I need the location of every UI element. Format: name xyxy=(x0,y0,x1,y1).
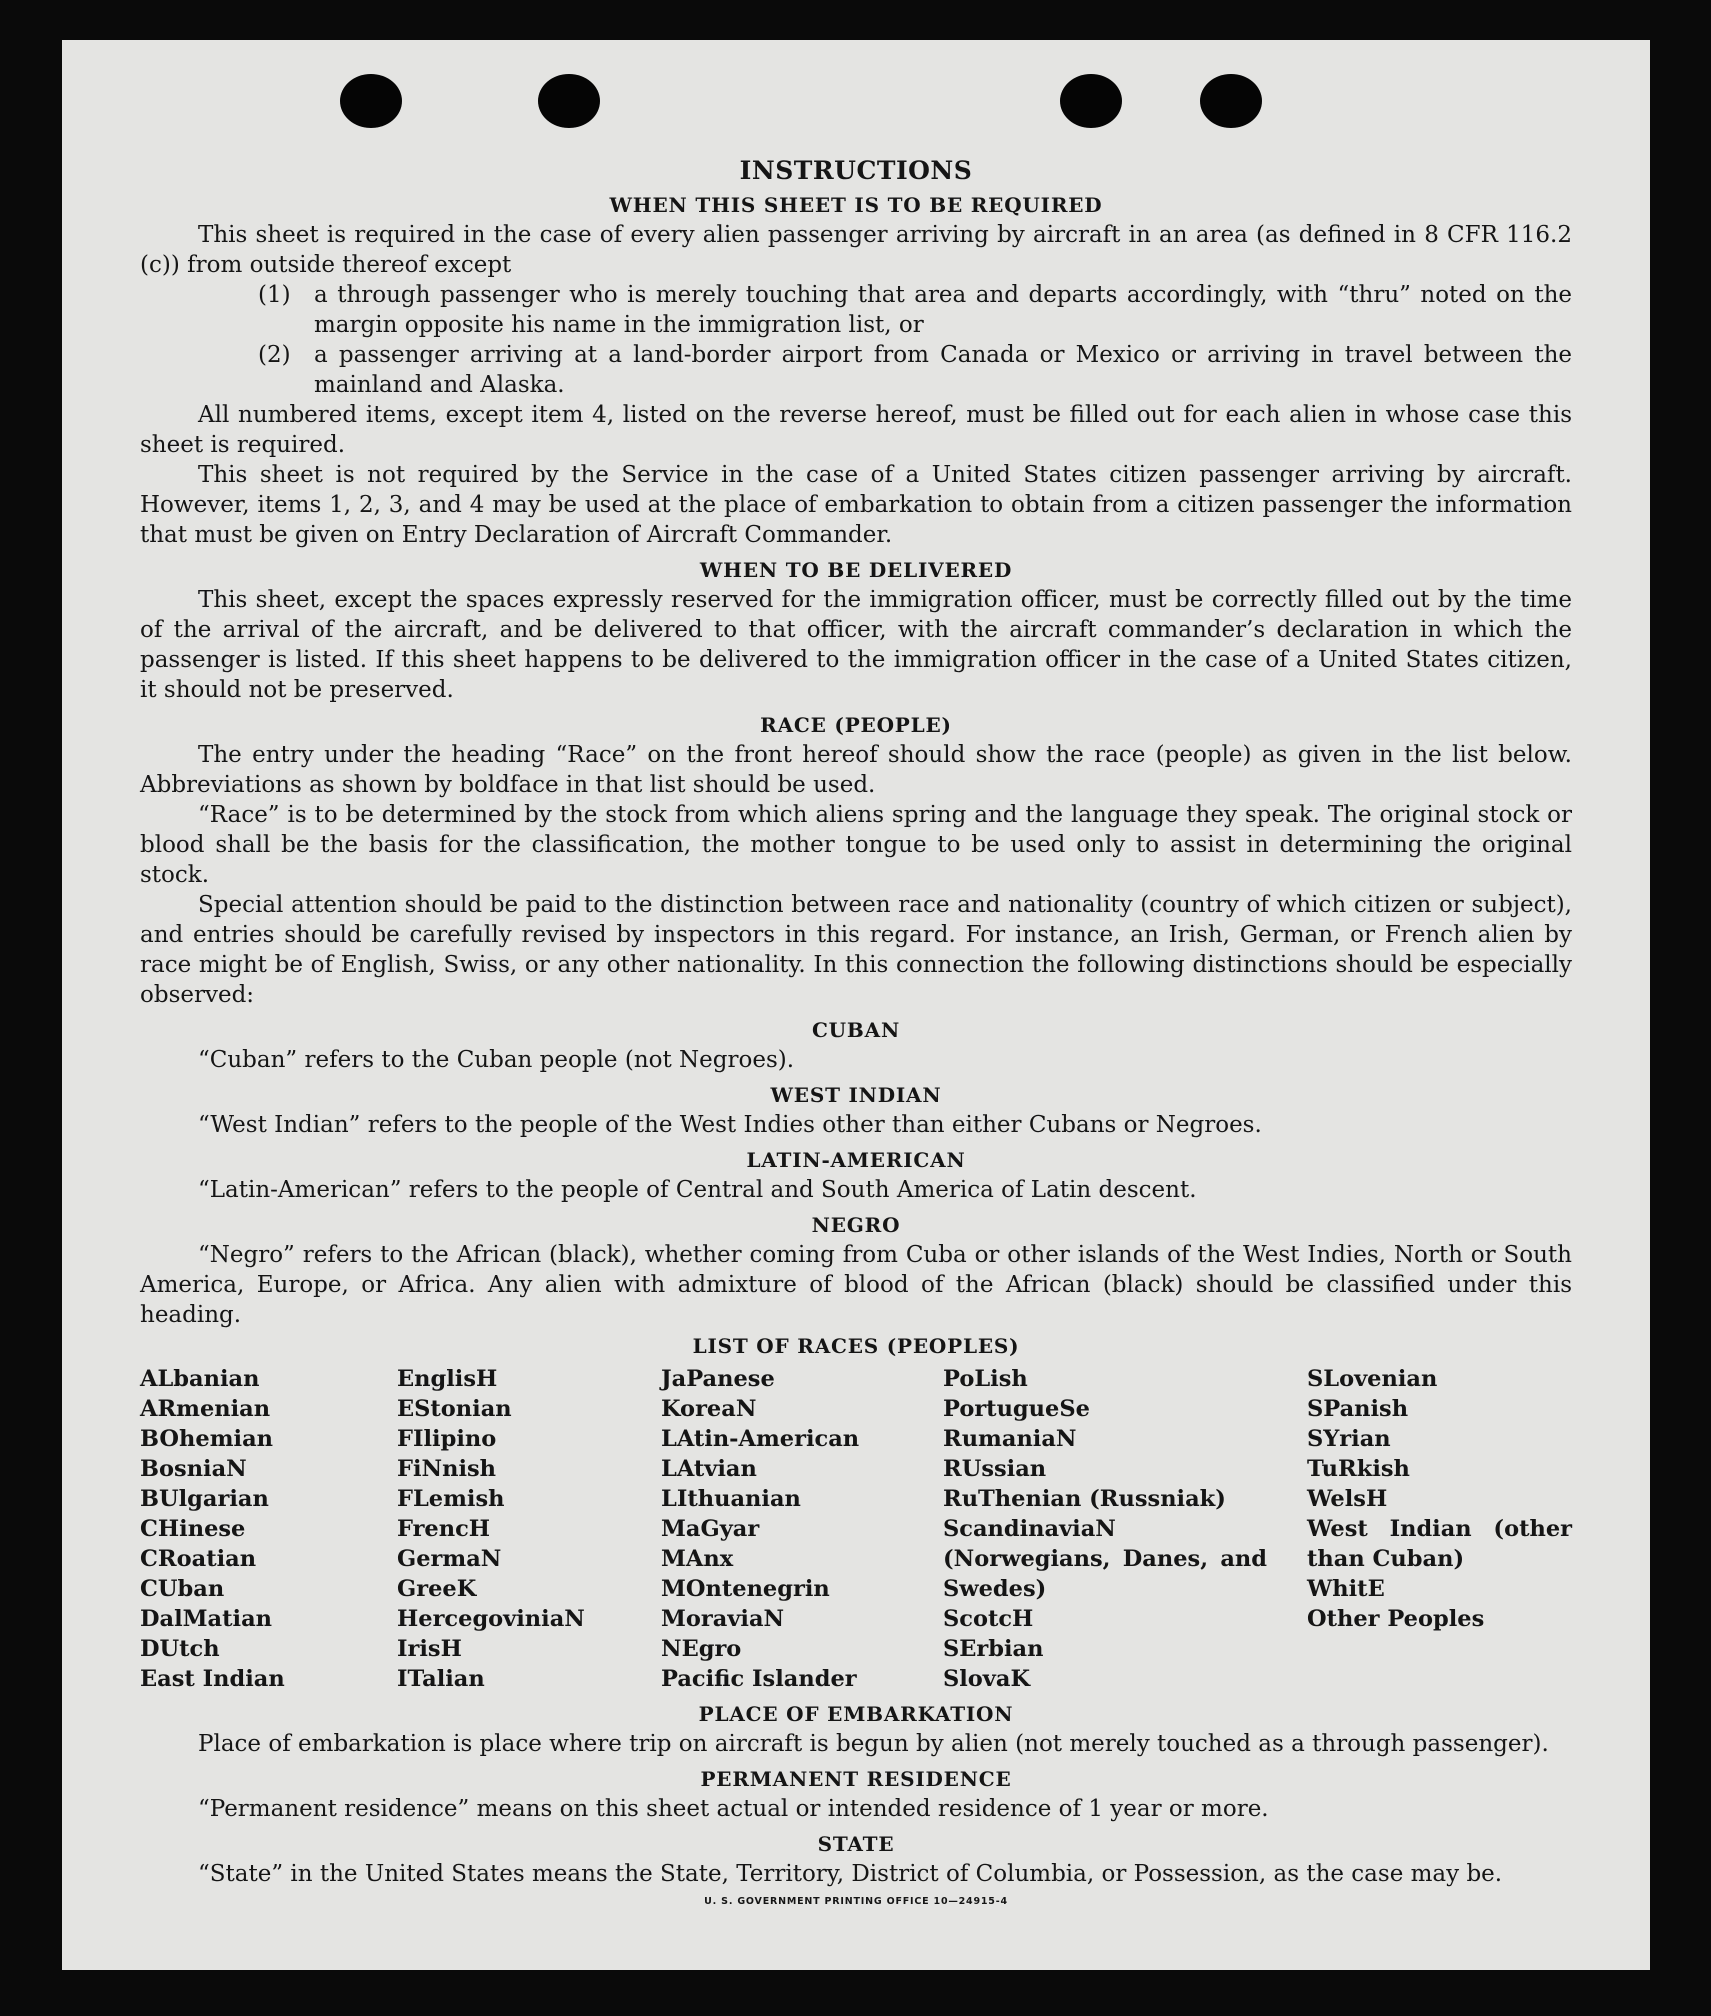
race-entry: SLovenian xyxy=(1307,1366,1438,1392)
paragraph: “Latin-American” refers to the people of Central and South America of Latin descent. xyxy=(198,1177,1197,1203)
section-heading: STATE xyxy=(817,1832,895,1856)
section-heading: PERMANENT RESIDENCE xyxy=(700,1767,1012,1791)
race-entry: FIlipino xyxy=(397,1426,497,1452)
race-entry: BOhemian xyxy=(140,1426,274,1452)
race-entry: EnglisH xyxy=(397,1366,498,1392)
race-entry: PortugueSe xyxy=(943,1396,1090,1422)
section-heading: PLACE OF EMBARKATION xyxy=(698,1702,1014,1726)
race-column xyxy=(1307,1364,1572,1694)
race-entry: WelsH xyxy=(1307,1486,1388,1512)
race-entry: GermaN xyxy=(397,1546,502,1572)
race-entry: DalMatian xyxy=(140,1606,273,1632)
document-title: INSTRUCTIONS xyxy=(739,156,973,185)
race-entry: LAtin-American xyxy=(661,1426,860,1452)
paragraph: Place of embarkation is place where trip on aircraft is begun by alien (not merely touched as a through passenger). xyxy=(198,1731,1549,1757)
race-column xyxy=(661,1364,943,1694)
race-entry: SlovaK xyxy=(943,1666,1031,1692)
paragraph: “West Indian” refers to the people of the West Indies other than either Cubans or Negroes. xyxy=(198,1112,1262,1138)
paragraph: “Negro” refers to the African (black), whether coming from Cuba or other islands of the West Indies, North or South America, Europe, or Africa. Any alien with admixture of blood of the African (black) should be classified under this heading. xyxy=(140,1242,1572,1328)
race-entry: Other Peoples xyxy=(1307,1606,1485,1632)
section-heading: WEST INDIAN xyxy=(770,1083,942,1107)
paragraph: This sheet is not required by the Service in the case of a United States citizen passenger arriving by aircraft. However, items 1, 2, 3, and 4 may be used at the place of embarkation to obtain from a citizen passenger the information that must be given on Entry Declaration of Aircraft Commander. xyxy=(140,462,1572,548)
race-entry: TuRkish xyxy=(1307,1456,1410,1482)
item-number: (1) xyxy=(258,282,291,308)
race-entry: HercegoviniaN xyxy=(397,1606,585,1632)
paragraph: All numbered items, except item 4, listed on the reverse hereof, must be filled out for each alien in whose case this sheet is required. xyxy=(140,402,1572,458)
race-entry: FrencH xyxy=(397,1516,491,1542)
race-entry: BosniaN xyxy=(140,1456,247,1482)
section-heading: WHEN THIS SHEET IS TO BE REQUIRED xyxy=(609,193,1103,217)
race-entry: CHinese xyxy=(140,1516,246,1542)
paragraph: The entry under the heading “Race” on the front hereof should show the race (people) as given in the list below. Abbreviations as shown by boldface in that list should be used. xyxy=(140,742,1572,798)
paragraph: “Race” is to be determined by the stock from which aliens spring and the language they speak. The original stock or blood shall be the basis for the classification, the mother tongue to be used only to assist in determining the original stock. xyxy=(140,802,1572,888)
race-entry: JaPanese xyxy=(661,1366,775,1392)
race-entry: Pacific Islander xyxy=(661,1666,857,1692)
race-entry: MaGyar xyxy=(661,1516,760,1542)
race-entry: LAtvian xyxy=(661,1456,757,1482)
race-list xyxy=(140,1364,1572,1694)
paragraph: This sheet is required in the case of every alien passenger arriving by aircraft in an area (as defined in 8 CFR 116.2 (c)) from outside thereof except xyxy=(140,222,1572,278)
document-sheet xyxy=(62,40,1650,1970)
race-entry: PoLish xyxy=(943,1366,1028,1392)
race-entry: MoraviaN xyxy=(661,1606,785,1632)
list-item xyxy=(258,340,1572,400)
race-entry: DUtch xyxy=(140,1636,220,1662)
item-number: (2) xyxy=(258,342,291,368)
race-entry: ITalian xyxy=(397,1666,485,1692)
paragraph: “Permanent residence” means on this sheet actual or intended residence of 1 year or more. xyxy=(198,1796,1269,1822)
section-heading: RACE (PEOPLE) xyxy=(760,713,952,737)
race-entry: NEgro xyxy=(661,1636,742,1662)
paragraph: “Cuban” refers to the Cuban people (not Negroes). xyxy=(198,1047,795,1073)
paragraph: This sheet, except the spaces expressly reserved for the immigration officer, must be correctly filled out by the time of the arrival of the aircraft, and be delivered to that officer, with the aircraft commander’s declaration in which the passenger is listed. If this sheet happens to be delivered to the immigration officer in the case of a United States citizen, it should not be preserved. xyxy=(140,587,1572,703)
list-item xyxy=(258,280,1572,340)
item-text: a passenger arriving at a land-border airport from Canada or Mexico or arriving in travel between the mainland and Alaska. xyxy=(314,342,1572,398)
race-entry: GreeK xyxy=(397,1576,477,1602)
section-heading: LATIN-AMERICAN xyxy=(746,1148,966,1172)
race-entry: MAnx xyxy=(661,1546,734,1572)
document-body xyxy=(140,110,1572,1889)
race-column xyxy=(397,1364,661,1694)
race-entry: SPanish xyxy=(1307,1396,1409,1422)
race-entry: IrisH xyxy=(397,1636,462,1662)
printer-imprint: U. S. GOVERNMENT PRINTING OFFICE 10—24915-4 xyxy=(704,1896,1008,1907)
race-entry: EStonian xyxy=(397,1396,512,1422)
paragraph: “State” in the United States means the State, Territory, District of Columbia, or Possession, as the case may be. xyxy=(198,1861,1503,1887)
race-entry: FiNnish xyxy=(397,1456,497,1482)
race-entry: LIthuanian xyxy=(661,1486,801,1512)
race-entry: ALbanian xyxy=(140,1366,260,1392)
race-entry: MOntenegrin xyxy=(661,1576,830,1602)
section-heading: WHEN TO BE DELIVERED xyxy=(699,558,1013,582)
race-entry: FLemish xyxy=(397,1486,505,1512)
race-column xyxy=(140,1364,397,1694)
race-entry: East Indian xyxy=(140,1666,285,1692)
race-column xyxy=(943,1364,1307,1694)
race-entry: SYrian xyxy=(1307,1426,1391,1452)
race-entry: BUlgarian xyxy=(140,1486,269,1512)
race-entry: RUssian xyxy=(943,1456,1047,1482)
section-heading: CUBAN xyxy=(811,1018,901,1042)
race-entry: RumaniaN xyxy=(943,1426,1077,1452)
paragraph: Special attention should be paid to the distinction between race and nationality (country of which citizen or subject), and entries should be carefully revised by inspectors in this regard. For instance, an Irish, German, or French alien by race might be of English, Swiss, or any other nationality. In this connection the following distinctions should be especially observed: xyxy=(140,892,1572,1008)
race-entry: West Indian (other than Cuban) xyxy=(1307,1516,1572,1572)
item-text: a through passenger who is merely touching that area and departs accordingly, with “thru” noted on the margin opposite his name in the immigration list, or xyxy=(314,282,1572,338)
race-entry: CUban xyxy=(140,1576,225,1602)
race-entry: SErbian xyxy=(943,1636,1044,1662)
race-entry: ARmenian xyxy=(140,1396,271,1422)
race-entry: ScotcH xyxy=(943,1606,1034,1632)
race-entry: KoreaN xyxy=(661,1396,757,1422)
section-heading: NEGRO xyxy=(811,1213,901,1237)
race-entry: WhitE xyxy=(1307,1576,1385,1602)
race-entry: ScandinaviaN (Norwegians, Danes, and Swedes) xyxy=(943,1516,1267,1602)
race-entry: RuThenian (Russniak) xyxy=(943,1486,1226,1512)
section-heading: LIST OF RACES (PEOPLES) xyxy=(692,1334,1020,1358)
race-entry: CRoatian xyxy=(140,1546,257,1572)
